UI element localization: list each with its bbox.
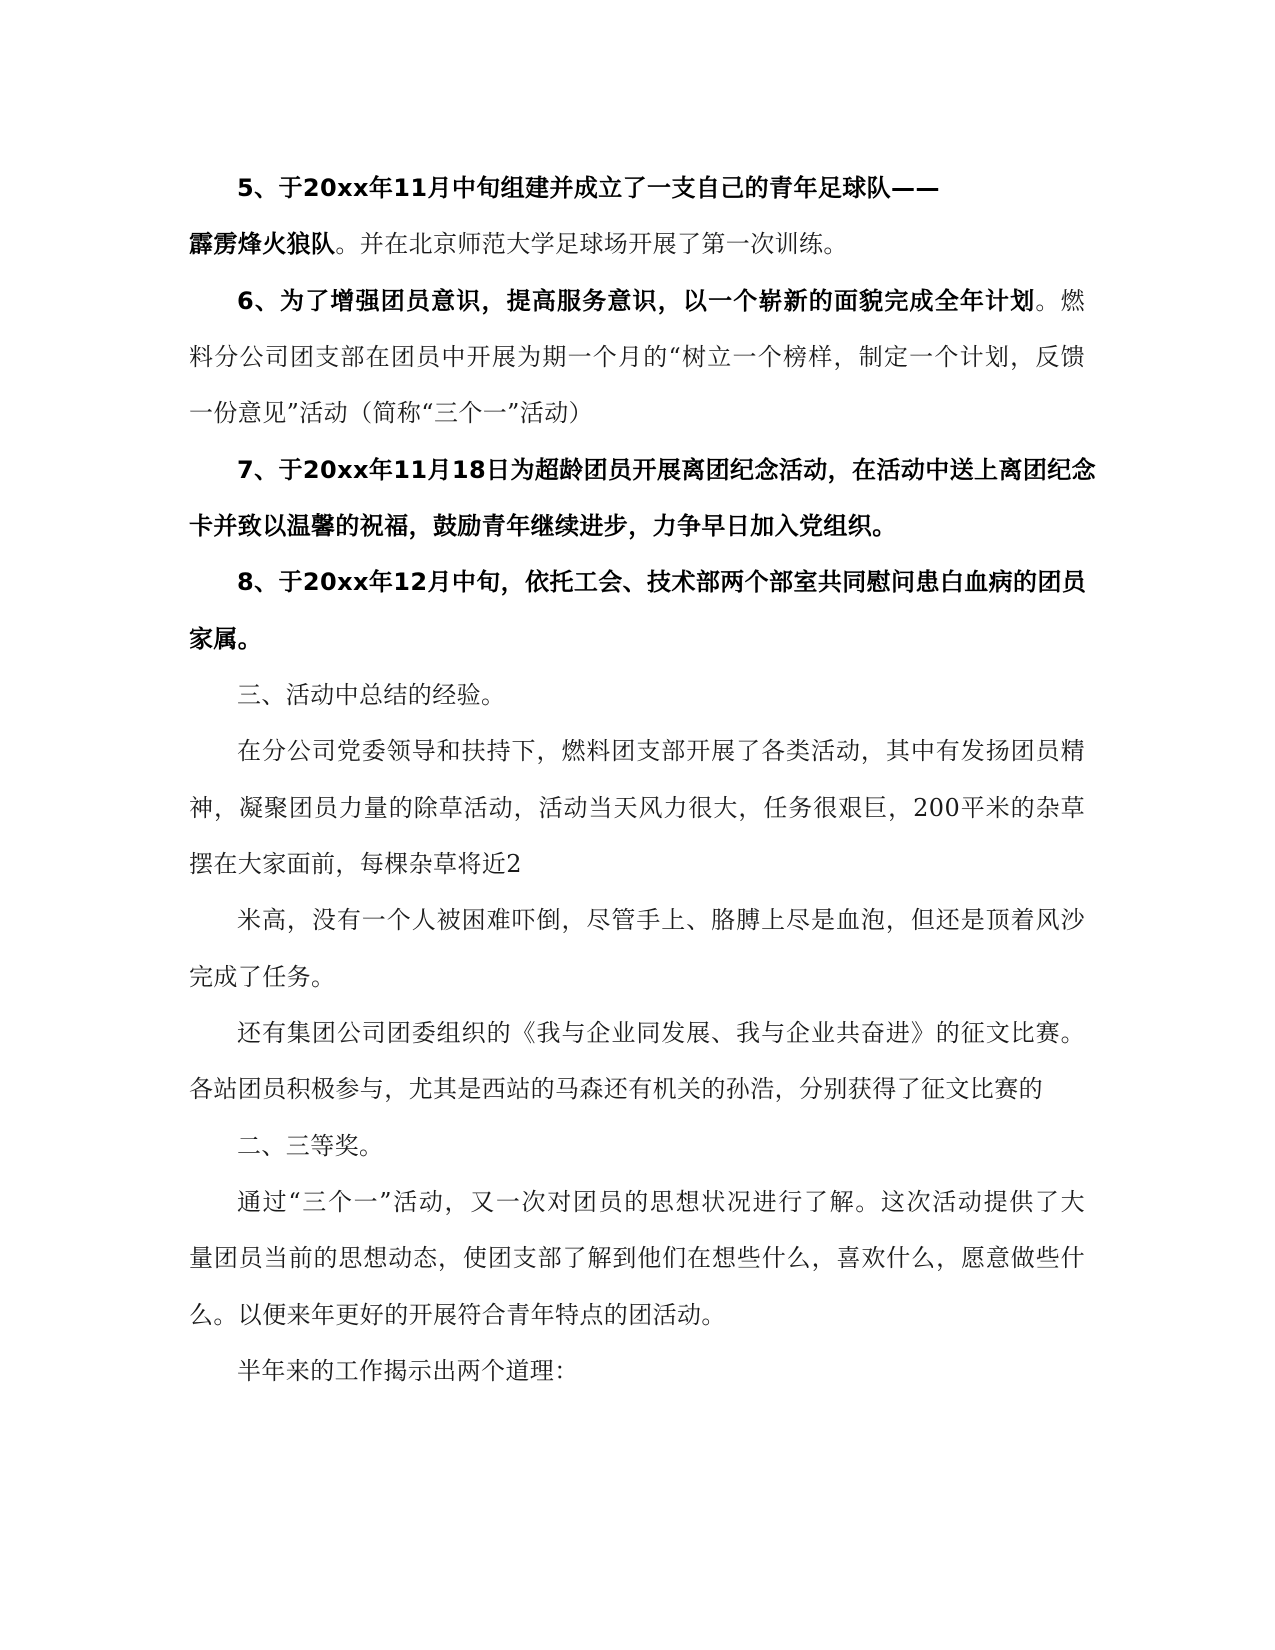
paragraph-weeding-line-1: 在分公司党委领导和扶持下，燃料团支部开展了各类活动，其中有发扬团员精 bbox=[237, 737, 1085, 765]
paragraph-item-5-line-2 bbox=[189, 229, 848, 259]
paragraph-weeding-line-5: 完成了任务。 bbox=[189, 963, 336, 991]
paragraph-item-8-line-2: 家属。 bbox=[189, 625, 263, 653]
paragraph-weeding-line-4: 米高，没有一个人被困难吓倒，尽管手上、胳膊上尽是血泡，但还是顶着风沙 bbox=[237, 906, 1085, 934]
paragraph-item-5-tail: 。并在北京师范大学足球场开展了第一次训练。 bbox=[335, 230, 848, 258]
paragraph-item-5-line-1: 5、于20xx年11月中旬组建并成立了一支自己的青年足球队—— bbox=[237, 174, 940, 202]
paragraph-three-ones-line-1: 通过“三个一”活动，又一次对团员的思想状况进行了解。这次活动提供了大 bbox=[237, 1188, 1085, 1216]
paragraph-item-6-line-2: 料分公司团支部在团员中开展为期一个月的“树立一个榜样，制定一个计划，反馈 bbox=[189, 343, 1085, 371]
paragraph-item-6-heading: 6、为了增强团员意识，提高服务意识，以一个崭新的面貌完成全年计划 bbox=[237, 287, 1036, 315]
paragraph-essay-line-3: 二、三等奖。 bbox=[237, 1132, 384, 1160]
paragraph-weeding-line-3: 摆在大家面前，每棵杂草将近2 bbox=[189, 850, 522, 878]
paragraph-item-6-line-3: 一份意见”活动（简称“三个一”活动） bbox=[189, 399, 594, 427]
paragraph-item-7-line-2: 卡并致以温馨的祝福，鼓励青年继续进步，力争早日加入党组织。 bbox=[189, 512, 897, 540]
paragraph-item-6-tail: 。燃 bbox=[1035, 287, 1085, 315]
paragraph-three-ones-line-3: 么。以便来年更好的开展符合青年特点的团活动。 bbox=[189, 1301, 726, 1329]
team-name: 霹雳烽火狼队 bbox=[189, 230, 336, 258]
paragraph-item-7-line-1: 7、于20xx年11月18日为超龄团员开展离团纪念活动，在活动中送上离团纪念 bbox=[237, 456, 1097, 484]
paragraph-item-8-line-1: 8、于20xx年12月中旬，依托工会、技术部两个部室共同慰问患白血病的团员 bbox=[237, 568, 1087, 596]
section-heading-experience: 三、活动中总结的经验。 bbox=[237, 681, 506, 709]
paragraph-item-6-line-1 bbox=[237, 286, 1085, 316]
paragraph-two-lessons: 半年来的工作揭示出两个道理： bbox=[237, 1357, 579, 1385]
paragraph-essay-line-1: 还有集团公司团委组织的《我与企业同发展、我与企业共奋进》的征文比赛。 bbox=[237, 1019, 1085, 1047]
paragraph-weeding-line-2: 神，凝聚团员力量的除草活动，活动当天风力很大，任务很艰巨，200平米的杂草 bbox=[189, 794, 1085, 822]
paragraph-essay-line-2: 各站团员积极参与，尤其是西站的马森还有机关的孙浩，分别获得了征文比赛的 bbox=[189, 1075, 1043, 1103]
paragraph-three-ones-line-2: 量团员当前的思想动态，使团支部了解到他们在想些什么，喜欢什么，愿意做些什 bbox=[189, 1244, 1085, 1272]
